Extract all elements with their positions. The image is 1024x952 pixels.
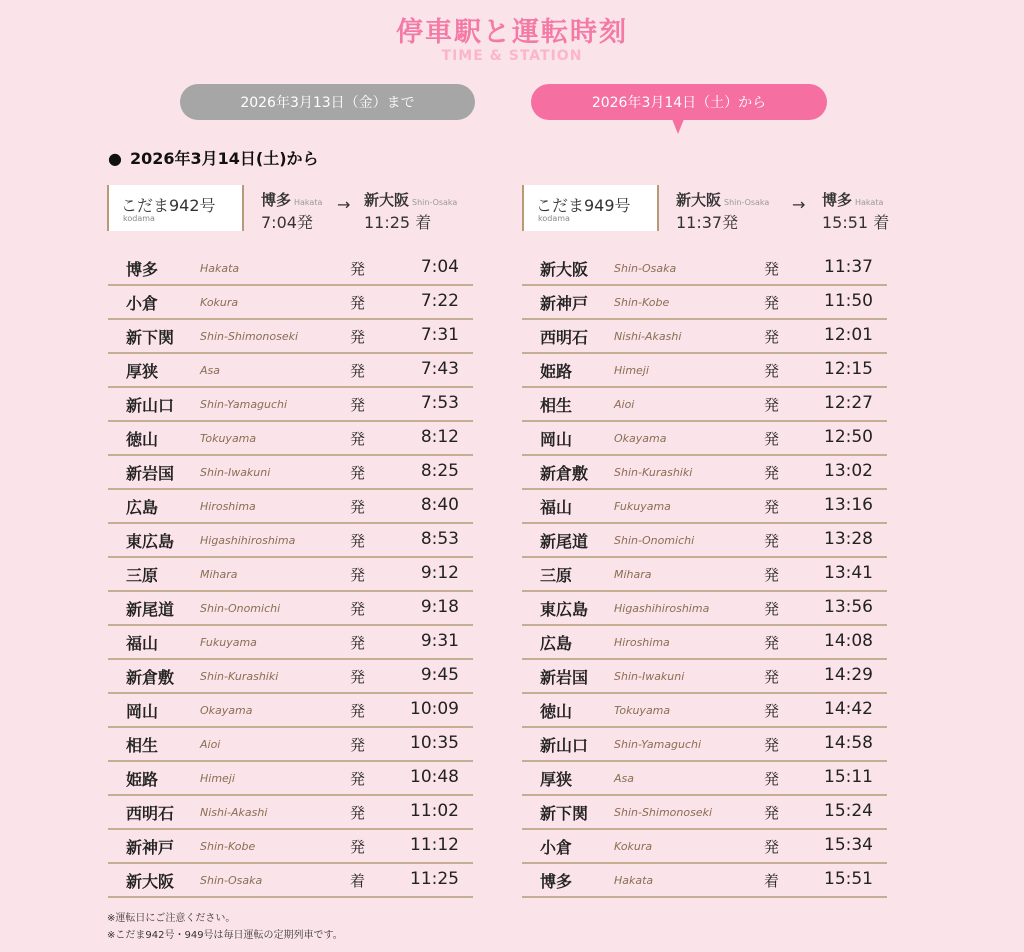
stop-time: 13:41: [824, 563, 873, 583]
stop-status: 発: [764, 464, 780, 482]
station-name-en: Mihara: [614, 568, 652, 581]
stop-time: 9:18: [420, 597, 459, 617]
stop-time: 12:15: [824, 359, 873, 379]
table-row: [522, 456, 887, 490]
stop-time: 15:51: [824, 869, 873, 889]
timetable-949: [522, 252, 887, 898]
train-name: こだま942号: [121, 196, 216, 215]
stop-status: 発: [764, 260, 780, 278]
origin-time: 11:37発: [676, 213, 739, 232]
stop-time: 7:04: [420, 257, 459, 277]
station-name: 東広島: [540, 600, 589, 619]
table-row: [108, 864, 473, 898]
station-name: 三原: [126, 566, 159, 585]
station-name-en: Hiroshima: [614, 636, 670, 649]
tab-label: 2026年3月14日（土）から: [591, 95, 767, 111]
stop-status: 発: [350, 736, 366, 754]
station-name-en: Okayama: [200, 704, 253, 717]
stop-status: 発: [764, 566, 780, 584]
station-name: 広島: [126, 498, 159, 517]
stop-time: 8:53: [420, 529, 459, 549]
page-subtitle: TIME & STATION: [441, 48, 583, 64]
table-row: [522, 830, 887, 864]
stop-status: 発: [764, 396, 780, 414]
train-name: こだま949号: [536, 196, 631, 215]
table-row: [522, 320, 887, 354]
stop-time: 11:02: [410, 801, 459, 821]
train-destination: [822, 189, 889, 233]
stop-status: 発: [764, 736, 780, 754]
table-row: [108, 388, 473, 422]
table-row: [522, 354, 887, 388]
station-name: 西明石: [540, 328, 589, 347]
timetable-942: [108, 252, 473, 898]
train-origin: [676, 189, 769, 233]
stop-time: 12:50: [824, 427, 873, 447]
stop-time: 11:25: [410, 869, 459, 889]
stop-time: 9:45: [420, 665, 459, 685]
destination-station: 新大阪: [364, 191, 410, 209]
station-name-en: Shin-Iwakuni: [614, 670, 685, 683]
station-name: 相生: [540, 396, 573, 415]
train-name-en: kodama: [123, 214, 155, 223]
station-name-en: Shin-Osaka: [614, 262, 677, 275]
table-row: [108, 354, 473, 388]
station-name-en: Shin-Iwakuni: [200, 466, 271, 479]
station-name: 徳山: [126, 430, 159, 449]
tab-label: 2026年3月13日（金）まで: [240, 95, 415, 111]
station-name: 新下関: [126, 328, 175, 347]
station-name: 新尾道: [126, 600, 175, 619]
station-name-en: Hiroshima: [200, 500, 256, 513]
table-row: [522, 388, 887, 422]
stop-time: 9:31: [420, 631, 459, 651]
stop-time: 14:58: [824, 733, 873, 753]
station-name-en: Shin-Kobe: [200, 840, 256, 853]
stop-time: 15:11: [824, 767, 873, 787]
station-name-en: Shin-Kurashiki: [614, 466, 693, 479]
station-name-en: Aioi: [200, 738, 221, 751]
stop-status: 発: [764, 532, 780, 550]
table-row: [522, 592, 887, 626]
stop-status: 発: [350, 668, 366, 686]
table-row: [108, 252, 473, 286]
stop-status: 発: [350, 396, 366, 414]
station-name: 博多: [540, 872, 573, 891]
bullet-icon: ●: [108, 149, 122, 168]
station-name: 新神戸: [126, 838, 175, 857]
stop-time: 8:12: [420, 427, 459, 447]
stop-time: 10:35: [410, 733, 459, 753]
stop-time: 11:37: [824, 257, 873, 277]
station-name: 徳山: [540, 702, 573, 721]
table-row: [108, 660, 473, 694]
stop-time: 7:22: [420, 291, 459, 311]
stop-status: 着: [764, 872, 780, 890]
train-destination: [364, 189, 457, 233]
station-name: 博多: [126, 260, 159, 279]
stop-status: 発: [764, 838, 780, 856]
station-name-en: Mihara: [200, 568, 238, 581]
station-name-en: Shin-Kurashiki: [200, 670, 279, 683]
stop-time: 11:50: [824, 291, 873, 311]
station-name: 姫路: [540, 362, 573, 381]
origin-station: 博多: [261, 191, 292, 209]
table-row: [522, 660, 887, 694]
arrow-right-icon: →: [792, 195, 806, 214]
table-row: [108, 762, 473, 796]
stop-time: 10:48: [410, 767, 459, 787]
station-name-en: Shin-Shimonoseki: [200, 330, 299, 343]
station-name: 新山口: [540, 736, 589, 755]
table-row: [522, 728, 887, 762]
destination-station-en: Shin-Osaka: [412, 198, 458, 207]
origin-station-en: Hakata: [294, 198, 323, 207]
station-name: 新大阪: [540, 260, 589, 279]
stop-time: 10:09: [410, 699, 459, 719]
section-heading-text: 2026年3月14日(土)から: [129, 149, 319, 168]
station-name-en: Fukuyama: [200, 636, 257, 649]
arrow-right-icon: →: [337, 195, 351, 214]
station-name: 小倉: [126, 294, 159, 313]
stop-time: 13:16: [824, 495, 873, 515]
station-name-en: Hakata: [614, 874, 654, 887]
train-name-en: kodama: [538, 214, 570, 223]
station-name-en: Himeji: [200, 772, 235, 785]
stop-status: 発: [764, 702, 780, 720]
tab-until-mar13[interactable]: [180, 84, 475, 120]
table-row: [108, 694, 473, 728]
note-line: ※運転日にご注意ください。: [107, 913, 236, 924]
stop-status: 発: [764, 770, 780, 788]
table-row: [108, 830, 473, 864]
train-badge: [522, 185, 659, 231]
table-row: [522, 558, 887, 592]
stop-status: 発: [764, 430, 780, 448]
table-row: [108, 490, 473, 524]
destination-station: 博多: [822, 191, 853, 209]
origin-station: 新大阪: [676, 191, 722, 209]
stop-status: 発: [350, 260, 366, 278]
stop-time: 7:31: [420, 325, 459, 345]
station-name: 三原: [540, 566, 573, 585]
table-row: [522, 694, 887, 728]
section-heading: [108, 146, 319, 169]
station-name: 小倉: [540, 838, 573, 857]
station-name-en: Higashihiroshima: [200, 534, 296, 547]
notes: [107, 910, 343, 944]
station-name-en: Asa: [200, 364, 220, 377]
stop-status: 発: [350, 566, 366, 584]
table-row: [108, 320, 473, 354]
stop-status: 発: [764, 328, 780, 346]
table-row: [108, 286, 473, 320]
table-row: [522, 422, 887, 456]
station-name-en: Shin-Osaka: [200, 874, 263, 887]
station-name: 新倉敷: [126, 668, 175, 687]
table-row: [522, 286, 887, 320]
stop-time: 7:43: [420, 359, 459, 379]
station-name-en: Shin-Kobe: [614, 296, 670, 309]
station-name: 東広島: [126, 532, 175, 551]
stop-time: 12:27: [824, 393, 873, 413]
origin-station-en: Shin-Osaka: [724, 198, 770, 207]
station-name-en: Shin-Yamaguchi: [614, 738, 702, 751]
table-row: [522, 490, 887, 524]
table-row: [108, 592, 473, 626]
station-name: 福山: [126, 634, 159, 653]
station-name-en: Shin-Yamaguchi: [200, 398, 288, 411]
stop-time: 14:42: [824, 699, 873, 719]
stop-status: 発: [764, 804, 780, 822]
train-header-949: [522, 185, 902, 231]
stop-status: 発: [764, 294, 780, 312]
stop-time: 14:08: [824, 631, 873, 651]
station-name-en: Shin-Shimonoseki: [614, 806, 713, 819]
origin-time: 7:04発: [261, 213, 313, 232]
station-name-en: Nishi-Akashi: [200, 806, 268, 819]
stop-status: 発: [350, 600, 366, 618]
stop-status: 発: [764, 362, 780, 380]
stop-status: 着: [350, 872, 366, 890]
train-header-942: [107, 185, 477, 231]
stop-time: 11:12: [410, 835, 459, 855]
stop-status: 発: [350, 294, 366, 312]
table-row: [522, 626, 887, 660]
station-name: 岡山: [540, 430, 573, 449]
destination-station-en: Hakata: [855, 198, 884, 207]
station-name: 姫路: [126, 770, 159, 789]
station-name: 新山口: [126, 396, 175, 415]
table-row: [522, 864, 887, 898]
tab-pointer-icon: [672, 119, 684, 134]
stop-time: 12:01: [824, 325, 873, 345]
stop-status: 発: [350, 838, 366, 856]
stop-time: 8:25: [420, 461, 459, 481]
station-name-en: Nishi-Akashi: [614, 330, 682, 343]
station-name: 厚狭: [126, 362, 159, 381]
station-name-en: Himeji: [614, 364, 649, 377]
table-row: [108, 626, 473, 660]
station-name-en: Kokura: [614, 840, 653, 853]
stop-status: 発: [764, 668, 780, 686]
station-name-en: Aioi: [614, 398, 635, 411]
stop-time: 14:29: [824, 665, 873, 685]
station-name-en: Tokuyama: [614, 704, 671, 717]
table-row: [522, 796, 887, 830]
stop-status: 発: [764, 634, 780, 652]
table-row: [108, 456, 473, 490]
table-row: [108, 524, 473, 558]
stop-status: 発: [764, 600, 780, 618]
table-row: [108, 728, 473, 762]
station-name: 西明石: [126, 804, 175, 823]
stop-status: 発: [350, 702, 366, 720]
table-row: [108, 422, 473, 456]
station-name: 厚狭: [540, 770, 573, 789]
note-line: ※こだま942号・949号は毎日運転の定期列車です。: [107, 930, 343, 941]
station-name: 岡山: [126, 702, 159, 721]
stop-status: 発: [350, 804, 366, 822]
stop-time: 15:24: [824, 801, 873, 821]
station-name-en: Higashihiroshima: [614, 602, 710, 615]
station-name-en: Kokura: [200, 296, 239, 309]
station-name: 新倉敷: [540, 464, 589, 483]
station-name: 新岩国: [540, 668, 589, 687]
station-name: 福山: [540, 498, 573, 517]
stop-status: 発: [350, 362, 366, 380]
station-name-en: Tokuyama: [200, 432, 257, 445]
station-name: 新神戸: [540, 294, 589, 313]
stop-status: 発: [764, 498, 780, 516]
station-name: 新尾道: [540, 532, 589, 551]
table-row: [522, 762, 887, 796]
stop-time: 8:40: [420, 495, 459, 515]
stop-time: 13:56: [824, 597, 873, 617]
station-name-en: Asa: [614, 772, 634, 785]
stop-status: 発: [350, 464, 366, 482]
stop-status: 発: [350, 328, 366, 346]
station-name-en: Okayama: [614, 432, 667, 445]
table-row: [522, 252, 887, 286]
station-name: 新大阪: [126, 872, 175, 891]
station-name: 新下関: [540, 804, 589, 823]
train-origin: [261, 189, 322, 233]
stop-status: 発: [350, 634, 366, 652]
stop-status: 発: [350, 430, 366, 448]
station-name: 新岩国: [126, 464, 175, 483]
stop-time: 7:53: [420, 393, 459, 413]
station-name: 相生: [126, 736, 159, 755]
page-title: 停車駅と運転時刻: [396, 17, 628, 48]
station-name-en: Shin-Onomichi: [614, 534, 695, 547]
destination-time: 11:25 着: [364, 213, 432, 232]
stop-status: 発: [350, 532, 366, 550]
table-row: [522, 524, 887, 558]
station-name-en: Fukuyama: [614, 500, 671, 513]
stop-time: 13:28: [824, 529, 873, 549]
station-name: 広島: [540, 634, 573, 653]
stop-status: 発: [350, 770, 366, 788]
stop-time: 9:12: [420, 563, 459, 583]
tab-from-mar14[interactable]: [531, 84, 827, 120]
station-name-en: Hakata: [200, 262, 240, 275]
stop-status: 発: [350, 498, 366, 516]
table-row: [108, 796, 473, 830]
stop-time: 13:02: [824, 461, 873, 481]
table-row: [108, 558, 473, 592]
stop-time: 15:34: [824, 835, 873, 855]
train-badge: [107, 185, 244, 231]
station-name-en: Shin-Onomichi: [200, 602, 281, 615]
destination-time: 15:51 着: [822, 213, 890, 232]
